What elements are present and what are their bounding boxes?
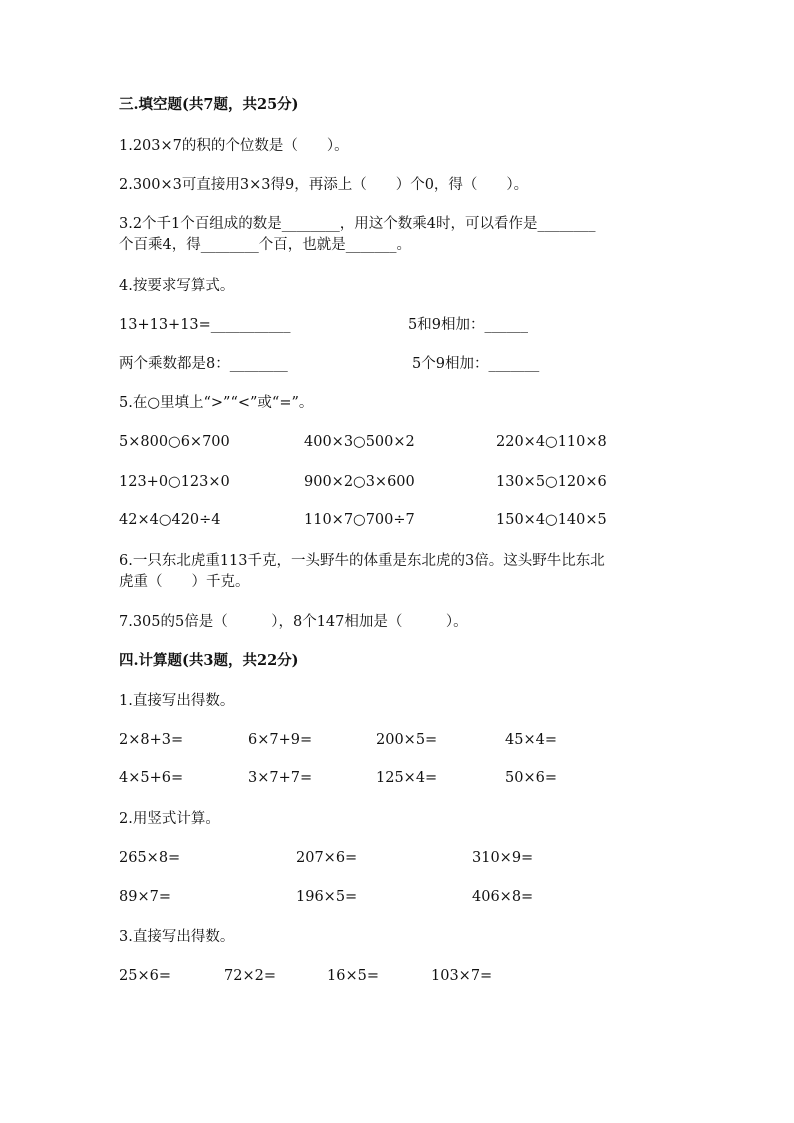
compare-item: 5×800○6×700 — [119, 434, 230, 450]
question-3-6-line1: 6.一只东北虎重113千克，一头野牛的体重是东北虎的3倍。这头野牛比东北 — [119, 553, 605, 569]
question-3-4-row2-left: 两个乘数都是8：________ — [119, 356, 288, 372]
calc-item: 200×5= — [376, 732, 438, 748]
calc-item: 3×7+7= — [248, 770, 313, 786]
question-3-5-title: 5.在○里填上“>”“<”或“=”。 — [119, 395, 314, 411]
calc-item: 265×8= — [119, 850, 181, 866]
compare-item: 400×3○500×2 — [304, 434, 415, 450]
compare-item: 110×7○700÷7 — [304, 512, 415, 528]
question-3-3-line2: 个百乘4，得________个百，也就是_______。 — [119, 237, 411, 253]
calc-item: 2×8+3= — [119, 732, 184, 748]
calc-item: 103×7= — [431, 968, 493, 984]
calc-item: 6×7+9= — [248, 732, 313, 748]
calc-item: 16×5= — [327, 968, 379, 984]
section-3-title: 三.填空题(共7题，共25分) — [119, 96, 299, 113]
calc-item: 89×7= — [119, 889, 171, 905]
question-3-2: 2.300×3可直接用3×3得9，再添上（ ）个0，得（ ）。 — [119, 177, 529, 193]
question-4-3-title: 3.直接写出得数。 — [119, 929, 235, 945]
calc-item: 196×5= — [296, 889, 358, 905]
question-3-3-line1: 3.2个千1个百组成的数是________，用这个数乘4时，可以看作是________ — [119, 216, 596, 232]
section-4-title: 四.计算题(共3题，共22分) — [119, 652, 299, 669]
question-3-6-line2: 虎重（ ）千克。 — [119, 574, 250, 590]
question-3-4-row1-right: 5和9相加：______ — [408, 317, 528, 333]
question-3-1: 1.203×7的积的个位数是（ ）。 — [119, 138, 349, 154]
compare-item: 42×4○420÷4 — [119, 512, 221, 528]
calc-item: 207×6= — [296, 850, 358, 866]
question-3-4-row2-right: 5个9相加：_______ — [412, 356, 540, 372]
compare-item: 220×4○110×8 — [496, 434, 607, 450]
calc-item: 4×5+6= — [119, 770, 184, 786]
question-4-1-title: 1.直接写出得数。 — [119, 693, 235, 709]
calc-item: 25×6= — [119, 968, 171, 984]
calc-item: 125×4= — [376, 770, 438, 786]
calc-item: 406×8= — [472, 889, 534, 905]
question-3-7: 7.305的5倍是（ ），8个147相加是（ ）。 — [119, 614, 468, 630]
calc-item: 45×4= — [505, 732, 557, 748]
compare-item: 130×5○120×6 — [496, 474, 607, 490]
calc-item: 72×2= — [224, 968, 276, 984]
question-3-4-row1-left: 13+13+13=___________ — [119, 317, 291, 333]
compare-item: 900×2○3×600 — [304, 474, 415, 490]
question-3-4-title: 4.按要求写算式。 — [119, 278, 235, 294]
calc-item: 310×9= — [472, 850, 534, 866]
compare-item: 123+0○123×0 — [119, 474, 230, 490]
question-4-2-title: 2.用竖式计算。 — [119, 811, 220, 827]
calc-item: 50×6= — [505, 770, 557, 786]
compare-item: 150×4○140×5 — [496, 512, 607, 528]
